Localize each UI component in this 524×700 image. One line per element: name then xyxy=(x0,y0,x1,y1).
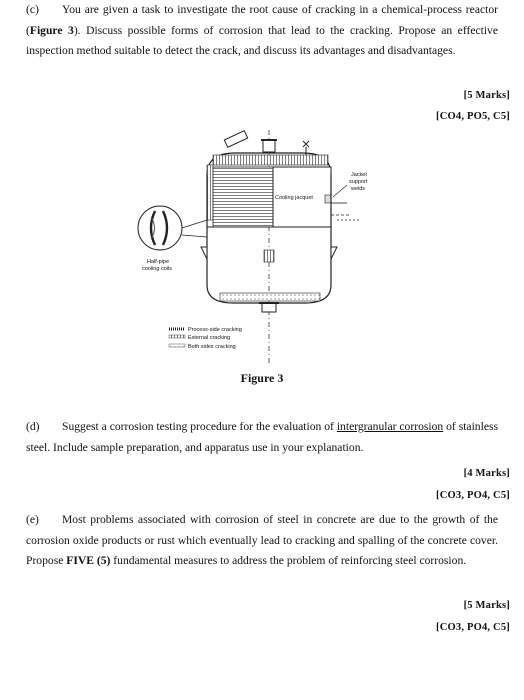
jacket-support-label-3: welds xyxy=(351,186,366,192)
question-e-outcomes: [CO3, PO4, C5] xyxy=(436,622,510,633)
top-nozzles xyxy=(224,131,309,155)
jacket-weld-marker xyxy=(325,195,331,203)
reactor-diagram xyxy=(125,125,395,365)
half-pipe-label-1: Half-pipe xyxy=(147,259,170,265)
question-e-text-part2: fundamental measures to address the problem of reinforcing steel corrosion. xyxy=(110,554,467,567)
half-pipe-coil-left xyxy=(207,165,213,220)
both-sides-cracking-zone xyxy=(220,293,320,301)
process-side-cracking-zone xyxy=(213,167,273,227)
intergranular-corrosion-term: intergranular corrosion xyxy=(336,420,444,433)
question-c-marks: [5 Marks] xyxy=(463,90,510,101)
legend-external xyxy=(169,335,230,341)
support-lug-left xyxy=(201,247,207,259)
question-d-outcomes: [CO3, PO4, C5] xyxy=(436,490,510,501)
support-lug-right xyxy=(331,247,337,259)
question-e-marks: [5 Marks] xyxy=(463,600,510,611)
question-d-text-part1: Suggest a corrosion testing procedure for the evaluation of xyxy=(62,420,337,433)
figure-caption: Figure 3 xyxy=(240,371,284,385)
bottom-nozzle xyxy=(262,303,276,312)
legend-process-side-label: Process-side cracking xyxy=(188,327,242,333)
cooling-jacket-label: Cooling jacquet xyxy=(275,195,313,201)
legend xyxy=(169,327,242,350)
question-c-text-part2: ). Discuss possible forms of corrosion that lead to the cracking. Propose an effective inspection method suitable to detect the crack, and discuss its advantages and disadvantages. xyxy=(26,23,499,57)
question-c-label: (c) xyxy=(26,3,39,16)
question-e-text-part1: Most problems associated with corrosion of steel in concrete are due to the growth of the corrosion oxide products or rust which eventually lead to cracking and spalling of the concrete cover. Propose xyxy=(26,513,498,567)
legend-both-sides-label: Both sides cracking xyxy=(188,344,236,350)
legend-external-label: External cracking xyxy=(188,335,231,341)
legend-process-side xyxy=(169,327,242,333)
question-d-marks: [4 Marks] xyxy=(463,468,510,479)
figure-reference: Figure 3 xyxy=(29,23,74,37)
question-c-outcomes: [CO4, PO5, C5] xyxy=(436,111,510,122)
question-e-label: (e) xyxy=(26,513,39,526)
jacket-support-label-2: support xyxy=(349,179,368,185)
half-pipe-detail-circle xyxy=(138,206,182,250)
five-measures-emphasis: FIVE (5) xyxy=(66,554,111,567)
question-e-text xyxy=(26,510,498,572)
jacket-support-label-1: Jacket xyxy=(351,172,367,178)
question-d-label: (d) xyxy=(26,420,40,433)
question-c-text-part1: You are given a task to investigate the root cause of cracking in a chemical-process reactor ( xyxy=(26,3,498,37)
question-c-text xyxy=(26,0,498,62)
question-d-text-part2: of stainless steel. Include sample preparation, and apparatus use in your explanation. xyxy=(26,420,498,454)
top-band xyxy=(213,155,328,165)
half-pipe-label-2: cooling coils xyxy=(142,266,172,272)
legend-both-sides xyxy=(169,344,236,350)
question-d-text xyxy=(26,417,498,458)
